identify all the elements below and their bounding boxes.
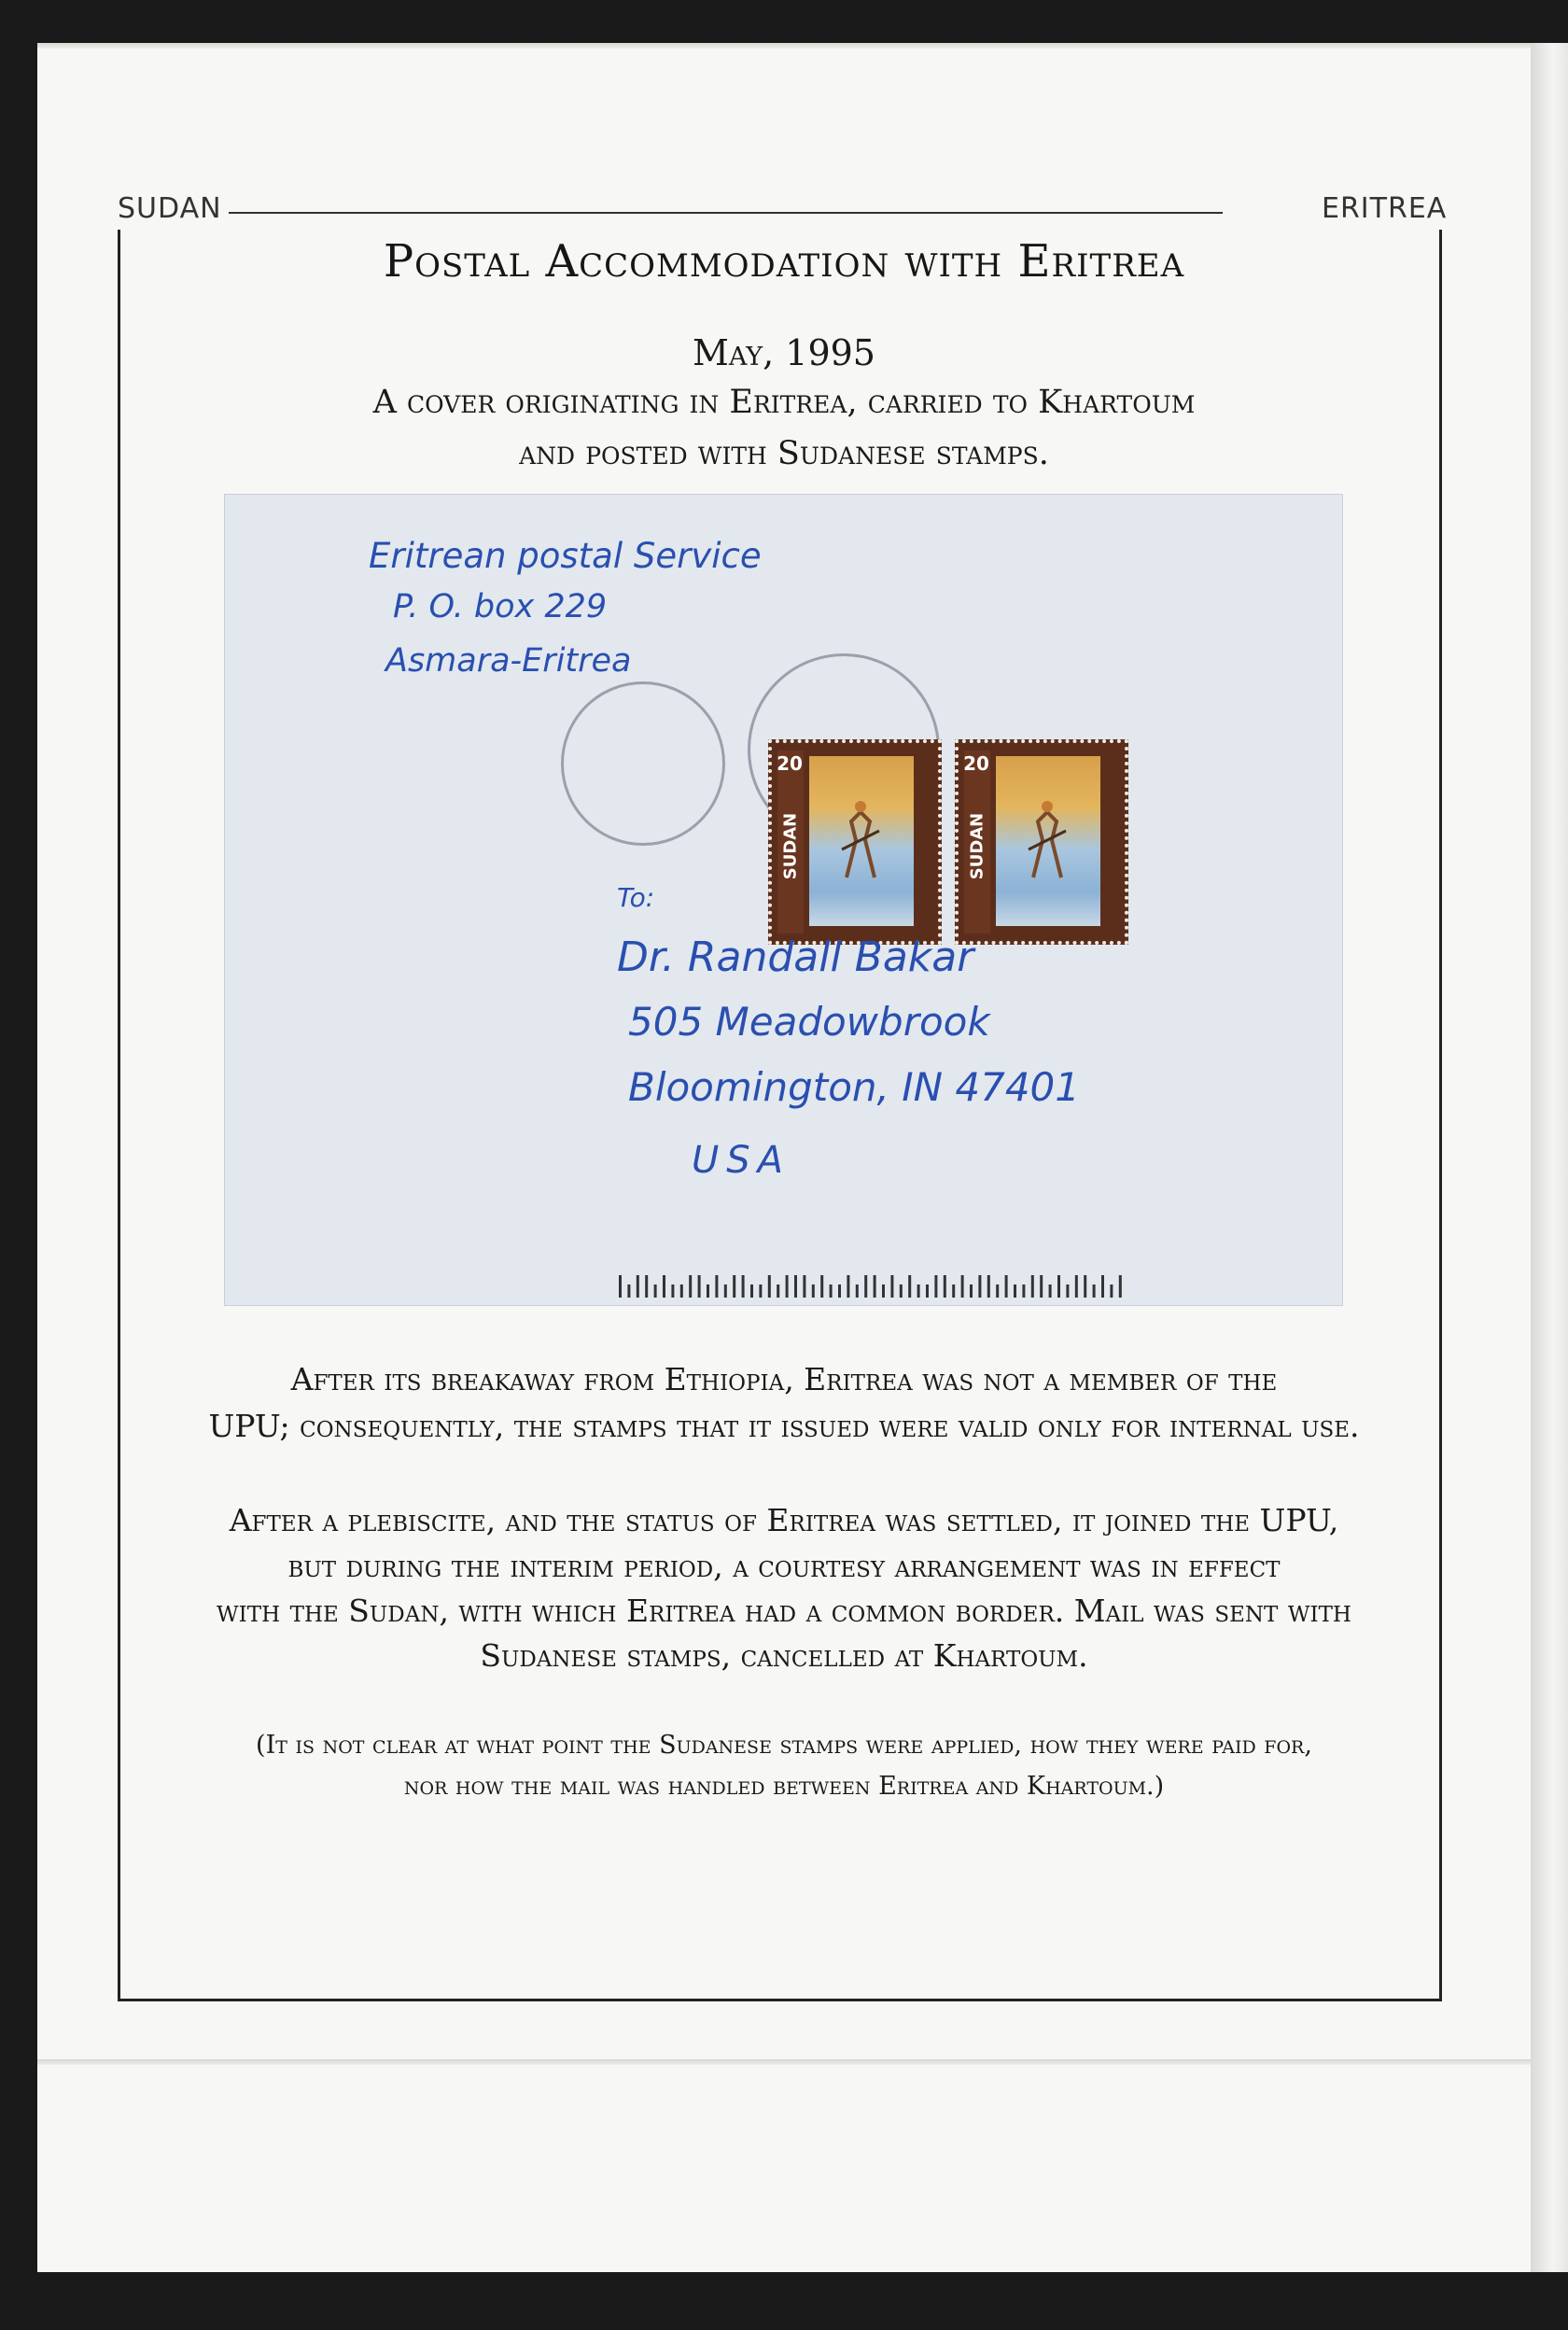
postmark-cancel [561,681,725,846]
body-text-line: After its breakaway from Ethiopia, Eritrea was not a member of the [290,1361,1278,1397]
sleeve-bottom-edge [37,2059,1531,2065]
recipient-address-line: USA [692,1139,791,1182]
note-text-line: nor how the mail was handled between Eritrea and Khartoum.) [403,1772,1165,1801]
stamp-country: SUDAN [780,812,801,880]
cover-date: May, 1995 [692,332,875,373]
note-text-line: (It is not clear at what point the Sudanese stamps were applied, how they were paid for, [256,1731,1312,1760]
cover-description-line2: and posted with Sudanese stamps. [519,435,1049,472]
recipient-address-line: 505 Meadowbrook [628,999,990,1045]
stamp-denomination: 20 [777,752,803,775]
sender-address-line: P. O. box 229 [393,588,608,625]
body-text-line: Sudanese stamps, cancelled at Khartoum. [480,1637,1088,1674]
cover-description-line1: A cover originating in Eritrea, carried to Khartoum [372,384,1196,421]
frame-bottom-border [118,1999,1442,2001]
sender-address-line: Eritrean postal Service [369,536,762,576]
body-text-line: with the Sudan, with which Eritrea had a common border. Mail was sent with [217,1593,1351,1629]
postage-stamp [955,739,1128,945]
header-rule [229,212,1223,214]
camel-rider-icon [837,793,884,887]
header-right-label: ERITREA [1322,192,1448,225]
camel-rider-icon [1024,793,1071,887]
page-title: Postal Accommodation with Eritrea [383,235,1185,288]
stamp-design [809,756,914,926]
body-text-line: After a plebiscite, and the status of Eritrea was settled, it joined the UPU, [229,1502,1339,1538]
body-text-line: UPU; consequently, the stamps that it issued were valid only for internal use. [208,1408,1360,1444]
header-left-label: SUDAN [118,192,222,225]
recipient-address-line: Dr. Randall Bakar [617,933,974,981]
page-edge-shadow [1531,43,1568,2272]
body-text-line: but during the interim period, a courtesy arrangement was in effect [287,1548,1281,1584]
album-page [37,43,1531,2272]
postal-barcode-icon [615,1275,1138,1298]
stamp-design [996,756,1100,926]
postal-cover [225,495,1342,1305]
stamp-denomination: 20 [963,752,989,775]
postage-stamp [768,739,942,945]
to-label: To: [617,882,655,913]
sender-address-line: Asmara-Eritrea [385,642,632,680]
sleeve-top-edge [37,43,1531,49]
recipient-address-line: Bloomington, IN 47401 [628,1064,1080,1110]
stamp-country: SUDAN [967,812,987,880]
